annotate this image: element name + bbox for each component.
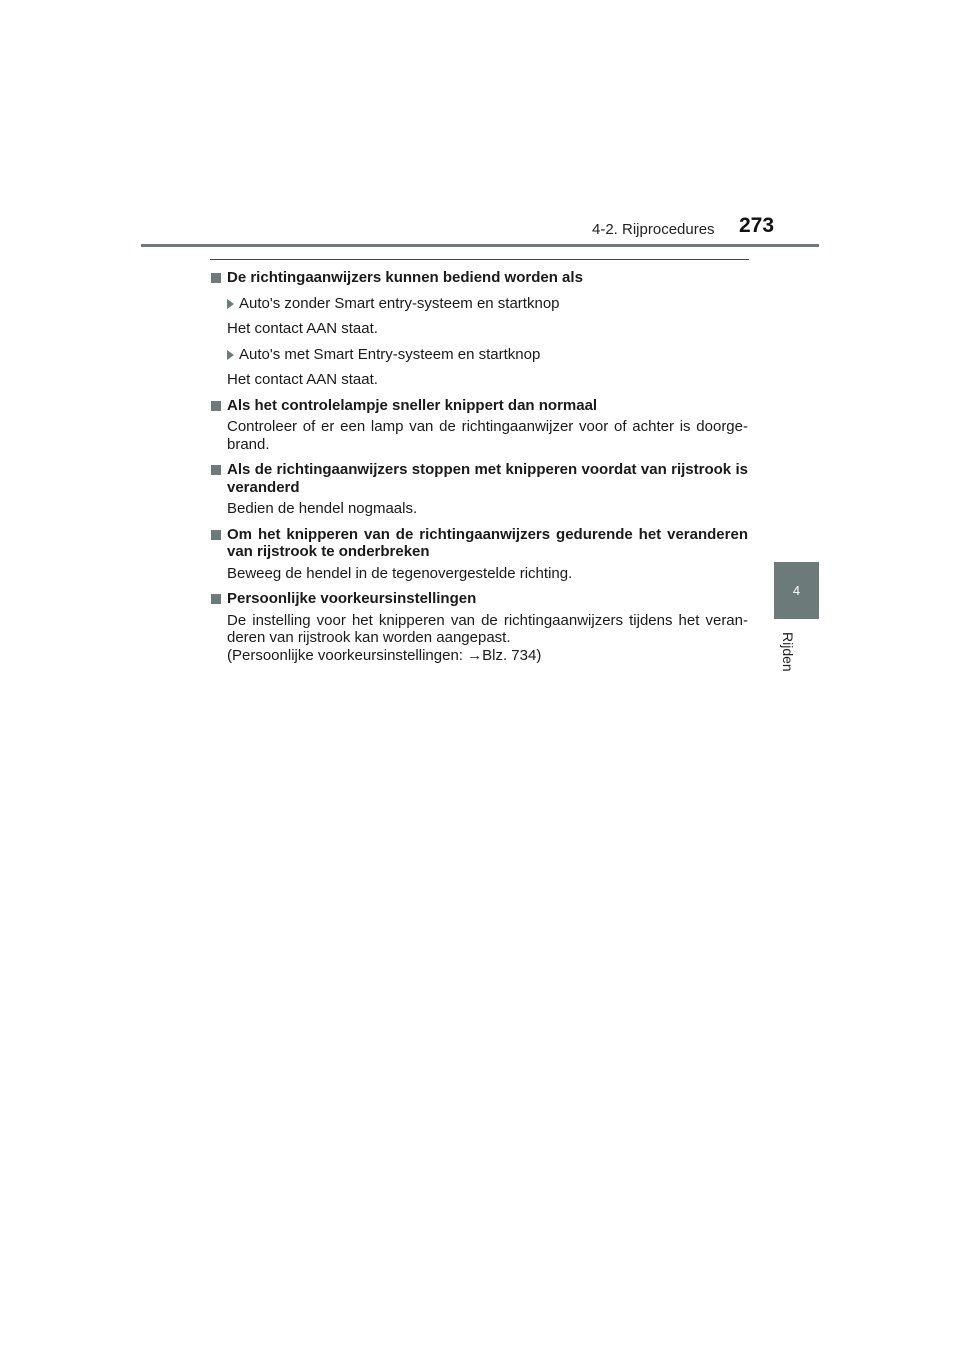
section-heading: Als het controlelampje sneller knippert dan normaal: [211, 397, 748, 415]
header-rule: [141, 244, 819, 247]
square-bullet-icon: [211, 465, 221, 475]
header-section-title: 4-2. Rijprocedures: [592, 221, 715, 238]
content-rule: [210, 259, 749, 260]
page-content: [211, 268, 748, 664]
page-reference: (Persoonlijke voorkeursinstellingen: →Blz. 734): [227, 646, 542, 664]
triangle-bullet-icon: [227, 350, 234, 360]
square-bullet-icon: [211, 530, 221, 540]
page-number: 273: [739, 214, 775, 237]
chapter-title: Rijden: [780, 632, 796, 672]
section-heading: Als de richtingaanwijzers stoppen met knipperen voordat van rijstrook is veranderd: [211, 461, 748, 496]
triangle-bullet-icon: [227, 299, 234, 309]
section-body: Beweeg de hendel in de tegenovergestelde richting.: [227, 564, 573, 582]
condition-item: Auto's zonder Smart entry-systeem en startknop: [211, 295, 748, 313]
section-body: Controleer of er een lamp van de richtingaanwijzer voor of achter is doorge-brand.: [227, 418, 748, 453]
chapter-tab: 4: [774, 562, 819, 619]
section-body: De instelling voor het knipperen van de richtingaanwijzers tijdens het veran-deren van rijstrook kan worden aangepast. (Persoonlijke voorkeursinstellingen: →Blz. 734): [227, 611, 748, 664]
section-body: Bedien de hendel nogmaals.: [227, 500, 418, 517]
square-bullet-icon: [211, 401, 221, 411]
condition-text: Het contact AAN staat.: [227, 320, 378, 337]
section-heading: Persoonlijke voorkeursinstellingen: [211, 590, 748, 608]
condition-text: Het contact AAN staat.: [227, 371, 378, 388]
section-heading: De richtingaanwijzers kunnen bediend worden als: [211, 269, 748, 287]
condition-item: Auto's met Smart Entry-systeem en startknop: [211, 346, 748, 364]
square-bullet-icon: [211, 594, 221, 604]
section-heading: Om het knipperen van de richtingaanwijzers gedurende het veranderen van rijstrook te onderbreken: [211, 526, 748, 561]
square-bullet-icon: [211, 273, 221, 283]
